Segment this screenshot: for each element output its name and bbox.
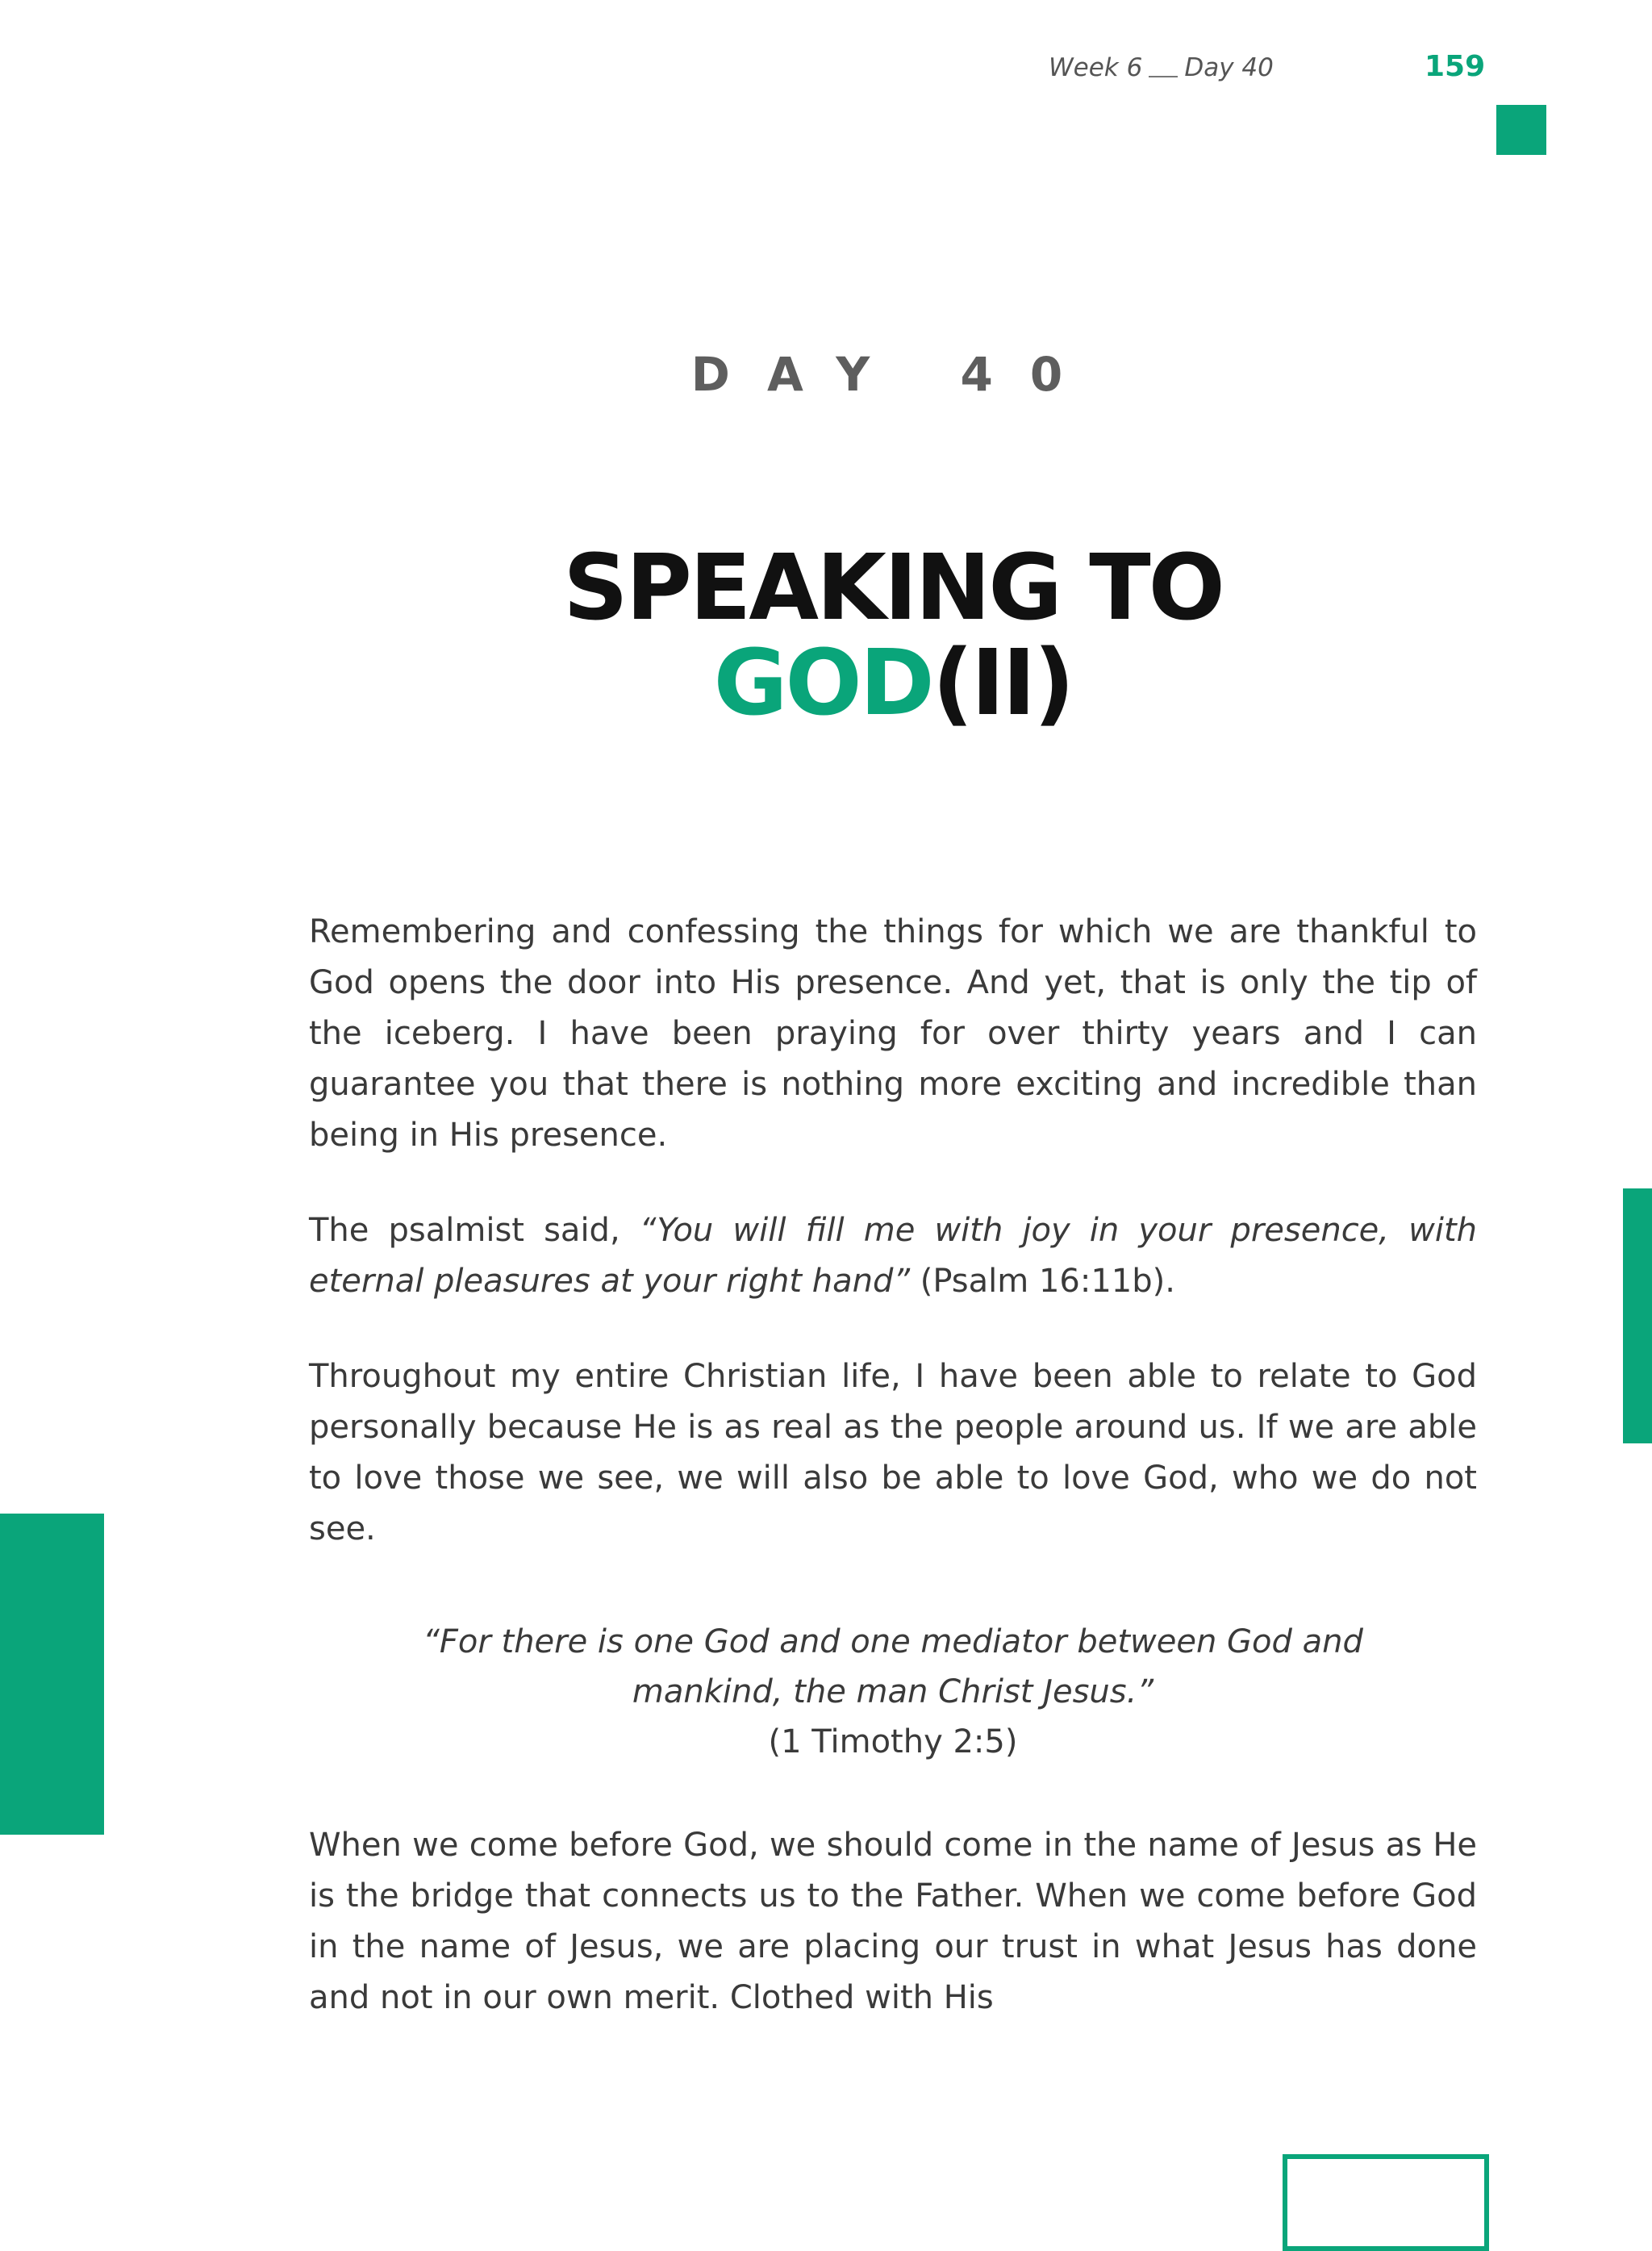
running-head-separator [1149, 76, 1178, 77]
paragraph-4: When we come before God, we should come in the name of Jesus as He is the bridge that connects us to the Father. When we come before God in the name of Jesus, we are placing our trust in what Jesus has done and not in our own merit. Clothed with His [309, 1827, 1477, 2016]
paragraph-1: Remembering and confessing the things for which we are thankful to God opens the door into His presence. And yet, that is only the tip of the iceberg. I have been praying for over thirty years and I can guarantee you that there is nothing more exciting and incredible than being in His presence. [309, 913, 1477, 1154]
running-head-day: Day 40 [1184, 53, 1274, 82]
block-quote-reference: (1 Timothy 2:5) [768, 1723, 1018, 1760]
page-number: 159 [1425, 50, 1486, 83]
page-title [0, 536, 1652, 736]
right-edge-accent-bar [1623, 1188, 1652, 1443]
bottom-accent-frame [1283, 2154, 1489, 2251]
psalm-quote: “You will fill me with joy in your presence, with eternal pleasures at your right hand” [309, 1212, 1477, 1300]
accent-square [1496, 105, 1546, 155]
left-edge-accent-bar [0, 1514, 104, 1835]
scripture-block-quote [309, 1617, 1477, 1767]
title-suffix: (II) [932, 631, 1073, 736]
title-highlight: GOD [713, 631, 932, 736]
paragraph-2 [309, 1205, 1477, 1307]
block-quote-text: “For there is one God and one mediator between God and mankind, the man Christ Jesus.” [423, 1623, 1363, 1710]
title-line-2 [0, 631, 1652, 736]
psalm-reference: (Psalm 16:11b). [910, 1263, 1175, 1300]
day-label: DAY 40 [690, 347, 1100, 402]
running-head-week: Week 6 [1049, 53, 1143, 82]
paragraph-2-intro: The psalmist said, [309, 1212, 640, 1249]
title-line-1: SPEAKING TO [563, 536, 1223, 641]
paragraph-3: Throughout my entire Christian life, I have been able to relate to God personally because He is as real as the people around us. If we are able to love those we see, we will also be able to love God, who we do not see. [309, 1358, 1477, 1547]
running-head [1049, 53, 1307, 82]
